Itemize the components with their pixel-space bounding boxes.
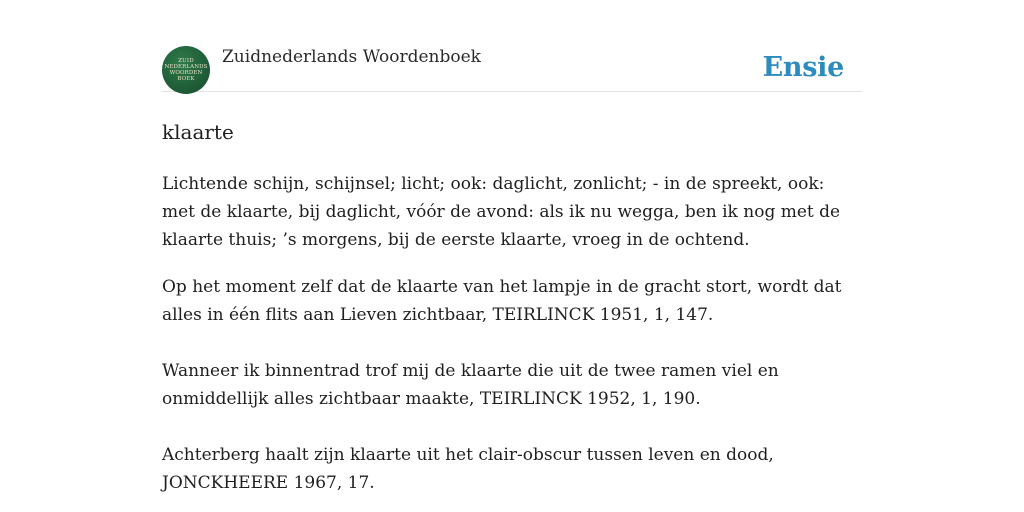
definition: Lichtende schijn, schijnsel; licht; ook: daglicht, zonlicht; - in de spreekt, ook: met de klaarte, bij daglicht, vóór de avond: als ik nu wegga, ben ik nog met de klaarte thuis; ’s morgens, bij de eerste klaarte, vroeg in de ochtend. [162, 174, 841, 250]
citation: Achterberg haalt zijn klaarte uit het clair-obscur tussen leven en dood, JONCKHEERE 1967, 17. [162, 445, 774, 493]
citations [162, 273, 862, 497]
dictionary-name-link[interactable]: Zuidnederlands Woordenboek [222, 47, 481, 67]
citation: Wanneer ik binnentrad trof mij de klaarte die uit de twee ramen viel en onmiddellijk alles zichtbaar maakte, TEIRLINCK 1952, 1, 190. [162, 361, 779, 409]
logo-line: NEDERLANDS [164, 64, 208, 70]
citation: Op het moment zelf dat de klaarte van het lampje in de gracht stort, wordt dat alles in één flits aan Lieven zichtbaar, TEIRLINCK 1951, 1, 147. [162, 277, 842, 325]
logo-line: BOEK [177, 76, 195, 82]
logo-line: ZUID [178, 58, 194, 64]
header [162, 40, 862, 92]
headword: klaarte [162, 120, 234, 144]
logo-lettering [164, 58, 207, 82]
logo-line: WOORDEN [169, 70, 203, 76]
entry-card [162, 40, 862, 512]
ensie-brand-logo[interactable]: Ensie [762, 52, 844, 83]
dictionary-logo[interactable] [162, 46, 210, 94]
